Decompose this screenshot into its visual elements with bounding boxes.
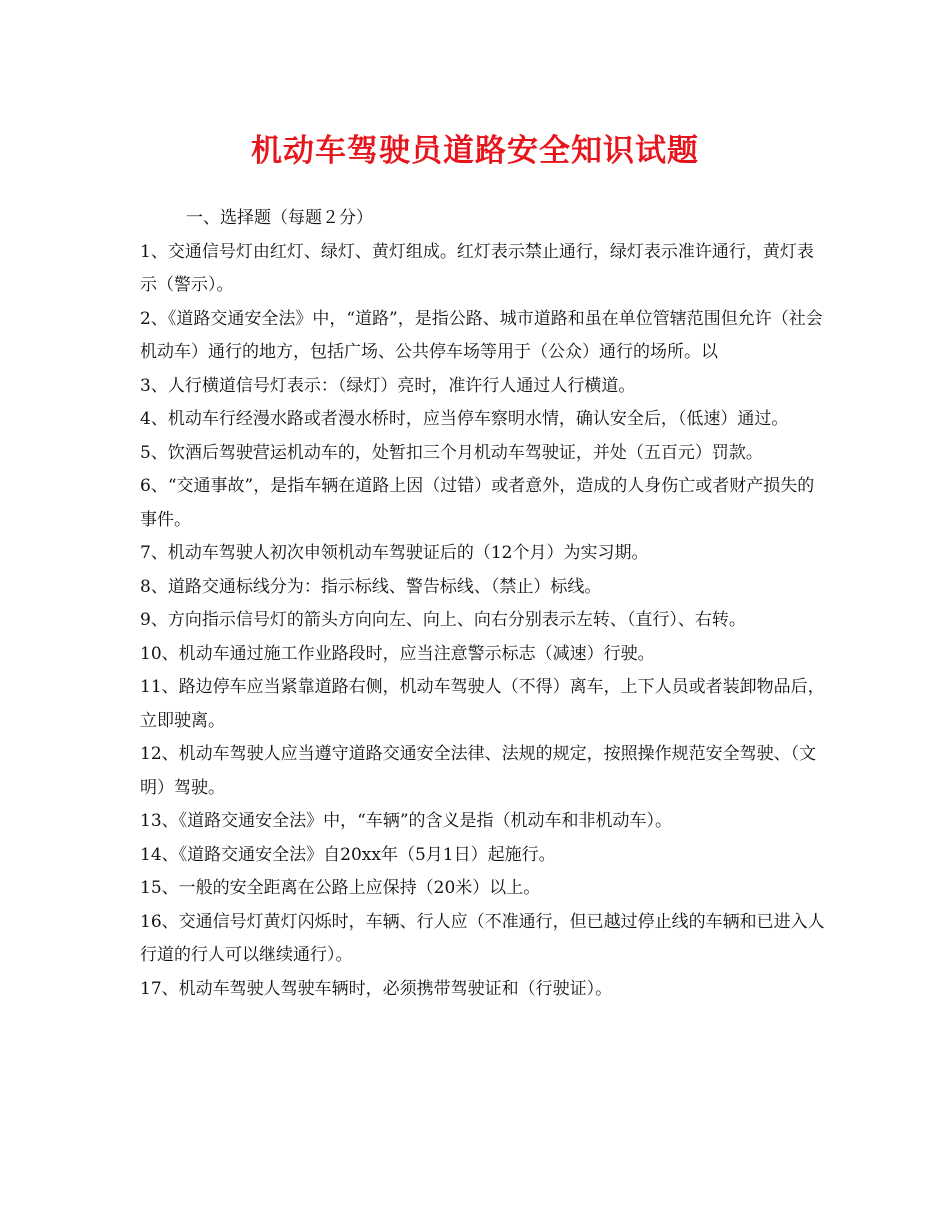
document-title: 机动车驾驶员道路安全知识试题 [251,133,699,169]
question-16: 16、交通信号灯黄灯闪烁时，车辆、行人应（不准通行，但已越过停止线的车辆和已进入人行道的行人可以继续通行）。 [140,911,825,965]
question-3: 3、人行横道信号灯表示：（绿灯）亮时，准许行人通过人行横道。 [140,375,636,396]
question-13: 13、《道路交通安全法》中，“车辆”的含义是指（机动车和非机动车）。 [140,811,673,831]
question-1: 1、交通信号灯由红灯、绿灯、黄灯组成。红灯表示禁止通行，绿灯表示准许通行，黄灯表示（警示）。 [140,241,814,295]
question-14: 14、《道路交通安全法》自20xx年（5月1日）起施行。 [140,844,556,865]
document-body [140,202,830,1006]
question-7: 7、机动车驾驶人初次申领机动车驾驶证后的（12个月）为实习期。 [140,543,649,563]
question-2: 2、《道路交通安全法》中，“道路”，是指公路、城市道路和虽在单位管辖范围但允许（社会机动车）通行的地方，包括广场、公共停车场等用于（公众）通行的场所。以 [140,308,823,362]
section-heading: 一、选择题（每题２分） [186,208,373,228]
question-17: 17、机动车驾驶人驾驶车辆时，必须携带驾驶证和（行驶证）。 [140,978,613,999]
question-11: 11、路边停车应当紧靠道路右侧，机动车驾驶人（不得）离车，上下人员或者装卸物品后，立即驶离。 [140,677,825,731]
question-4: 4、机动车行经漫水路或者漫水桥时，应当停车察明水情，确认安全后，（低速）通过。 [140,409,789,429]
question-12: 12、机动车驾驶人应当遵守道路交通安全法律、法规的规定，按照操作规范安全驾驶、（文明）驾驶。 [140,744,817,798]
question-8: 8、道路交通标线分为：指示标线、警告标线、（禁止）标线。 [140,576,602,597]
question-15: 15、一般的安全距离在公路上应保持（20米）以上。 [140,878,541,898]
question-5: 5、饮酒后驾驶营运机动车的，处暂扣三个月机动车驾驶证，并处（五百元）罚款。 [140,442,763,463]
question-6: 6、“交通事故”，是指车辆在道路上因（过错）或者意外，造成的人身伤亡或者财产损失的事件。 [140,476,815,530]
question-9: 9、方向指示信号灯的箭头方向向左、向上、向右分别表示左转、（直行）、右转。 [140,610,746,630]
question-10: 10、机动车通过施工作业路段时，应当注意警示标志（减速）行驶。 [140,643,655,664]
